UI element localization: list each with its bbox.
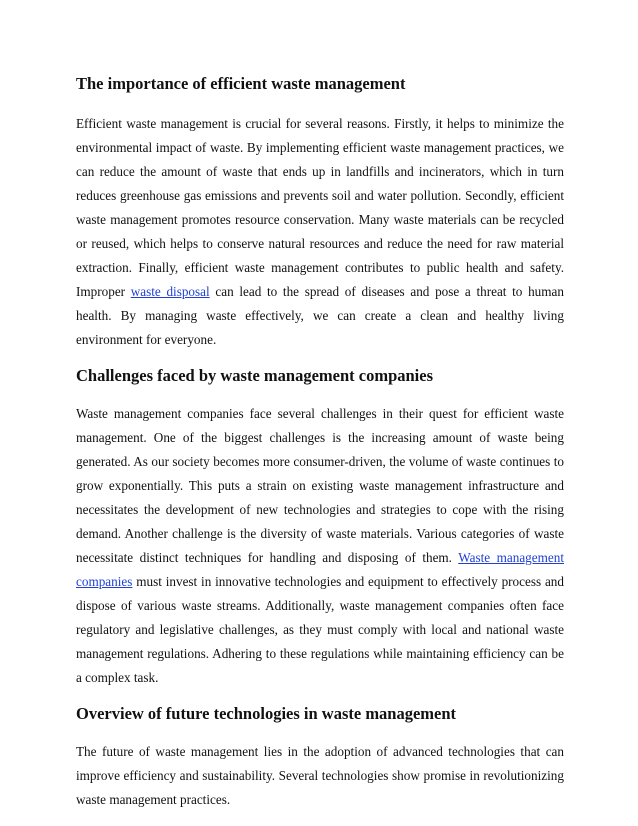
waste-management-companies-link[interactable]: Waste management companies	[76, 550, 564, 589]
paragraph-text: Efficient waste management is crucial for several reasons. Firstly, it helps to minimize the environmental impact of waste. By implementing efficient waste management practices, we can reduce the amount of waste that ends up in landfills and incinerators, which in turn reduces greenhouse gas emissions and prevents soil and water pollution. Secondly, efficient waste management promotes resource conservation. Many waste materials can be recycled or reused, which helps to conserve natural resources and reduce the need for raw material extraction. Finally, efficient waste management contributes to public health and safety. Improper	[76, 116, 564, 299]
section-heading-challenges: Challenges faced by waste management companies	[76, 366, 434, 385]
section-paragraph-future-technologies: The future of waste management lies in the adoption of advanced technologies that can improve efficiency and sustainability. Several technologies show promise in revolutionizing waste management practices.	[76, 744, 564, 807]
section-heading-future-technologies: Overview of future technologies in waste management	[76, 704, 457, 723]
paragraph-text: must invest in innovative technologies and equipment to effectively process and dispose of various waste streams. Additionally, waste management companies often face regulatory and legislative challenges, as they must comply with local and national waste management regulations. Adhering to these regulations while maintaining efficiency can be a complex task.	[76, 574, 564, 685]
section-paragraph-challenges	[76, 402, 564, 690]
paragraph-text: Waste management companies face several challenges in their quest for efficient waste management. One of the biggest challenges is the increasing amount of waste being generated. As our society becomes more consumer-driven, the volume of waste continues to grow exponentially. This puts a strain on existing waste management infrastructure and necessitates the development of new technologies and strategies to cope with the rising demand. Another challenge is the diversity of waste materials. Various categories of waste necessitate distinct techniques for handling and disposing of them.	[76, 406, 564, 565]
section-paragraph-importance	[76, 112, 564, 352]
document-page	[76, 72, 564, 812]
paragraph-text: can lead to the spread of diseases and pose a threat to human health. By managing waste effectively, we can create a clean and healthy living environment for everyone.	[76, 284, 564, 347]
waste-disposal-link[interactable]: waste disposal	[130, 284, 210, 299]
section-heading-importance: The importance of efficient waste management	[76, 74, 406, 93]
